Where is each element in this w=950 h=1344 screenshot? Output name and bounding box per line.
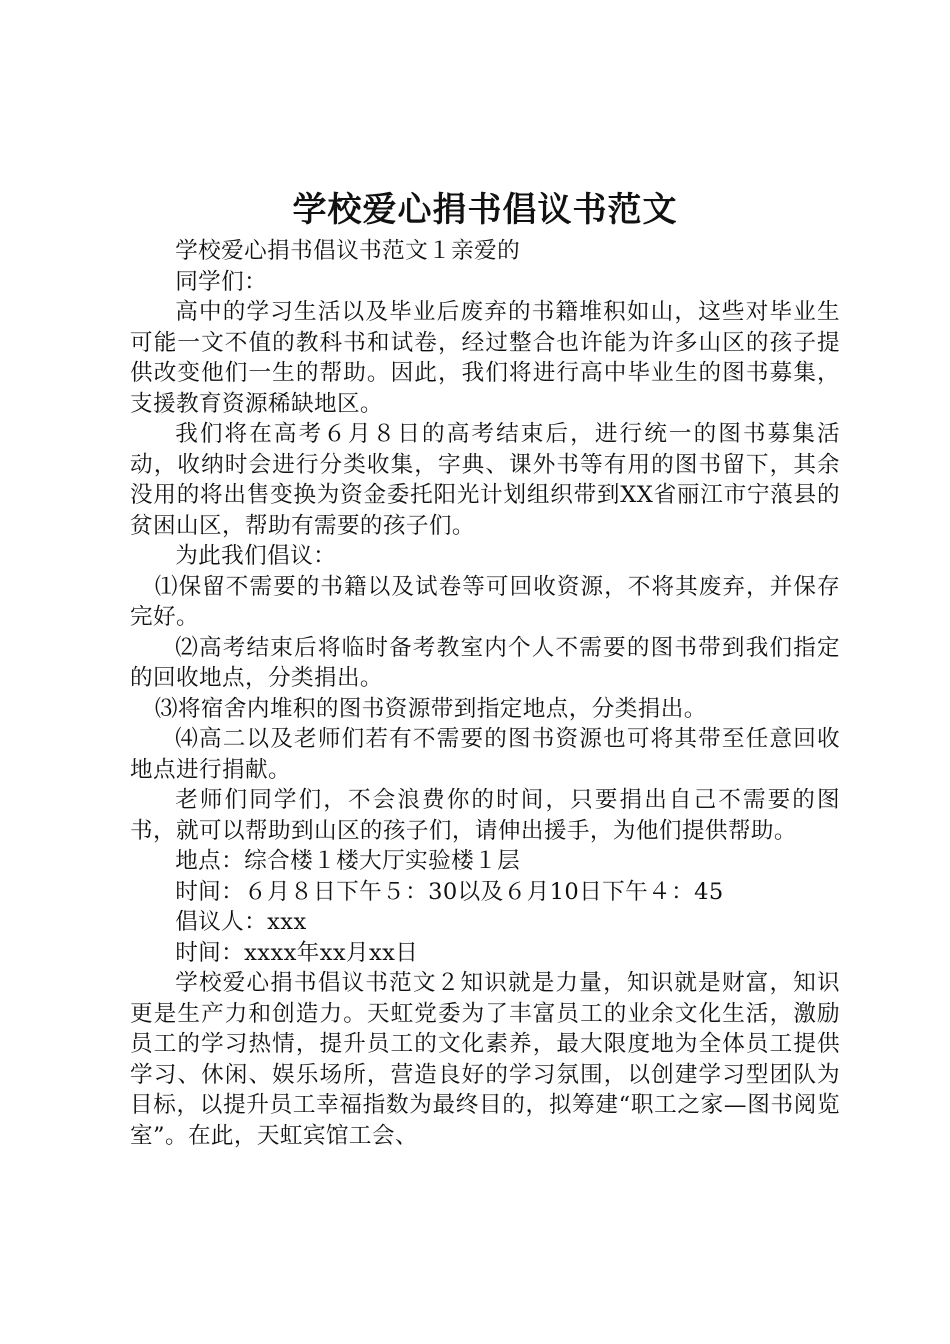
document-body — [130, 188, 840, 1151]
paragraph-initiator: 倡议人：xxx — [175, 909, 307, 935]
document-title: 学校爱心捐书倡议书范文 — [292, 190, 678, 230]
list-item-proposal-2: ⑵高考结束后将临时备考教室内个人不需要的图书带到我们指定的回收地点，分类捐出。 — [130, 634, 840, 691]
paragraph-background: 高中的学习生活以及毕业后废弃的书籍堆积如山，这些对毕业生可能一文不值的教科书和试卷，经过整合也许能为许多山区的孩子提供改变他们一生的帮助。因此，我们将进行高中毕业生的图书募集，支援教育资源稀缺地区。 — [130, 299, 840, 417]
paragraph-proposal-heading: 为此我们倡议： — [175, 543, 337, 569]
paragraph-appeal: 老师们同学们，不会浪费你的时间，只要捐出自己不需要的图书，就可以帮助到山区的孩子们，请伸出援手，为他们提供帮助。 — [130, 787, 840, 844]
list-item-proposal-3: ⑶将宿舍内堆积的图书资源带到指定地点，分类捐出。 — [154, 695, 707, 722]
paragraph-date: 时间：xxxx年xx月xx日 — [175, 939, 419, 966]
paragraph-time: 时间：６月８日下午５：30以及６月10日下午４：45 — [175, 878, 724, 905]
paragraph-second-sample: 学校爱心捐书倡议书范文２知识就是力量，知识就是财富，知识更是生产力和创造力。天虹党委为了丰富员工的业余文化生活，激励员工的学习热情，提升员工的文化素养，最大限度地为全体员工提供学习、休闲、娱乐场所，营造良好的学习氛围，以创建学习型团队为目标，以提升员工幸福指数为最终目的，拟筹建“职工之家—图书阅览室”。在此，天虹宾馆工会、 — [130, 970, 840, 1149]
list-item-proposal-4: ⑷高二以及老师们若有不需要的图书资源也可将其带至任意回收地点进行捐献。 — [130, 726, 840, 783]
paragraph-salutation: 同学们： — [175, 268, 268, 295]
list-item-proposal-1: ⑴保留不需要的书籍以及试卷等可回收资源，不将其废弃，并保存完好。 — [130, 573, 840, 630]
paragraph-location: 地点：综合楼１楼大厅实验楼１层 — [175, 848, 521, 874]
paragraph-intro-heading: 学校爱心捐书倡议书范文１亲爱的 — [175, 238, 521, 264]
paragraph-plan: 我们将在高考６月８日的高考结束后，进行统一的图书募集活动，收纳时会进行分类收集，字典、课外书等有用的图书留下，其余没用的将出售变换为资金委托阳光计划组织带到XX省丽江市宁蒗县的贫困山区，帮助有需要的孩子们。 — [130, 421, 840, 539]
